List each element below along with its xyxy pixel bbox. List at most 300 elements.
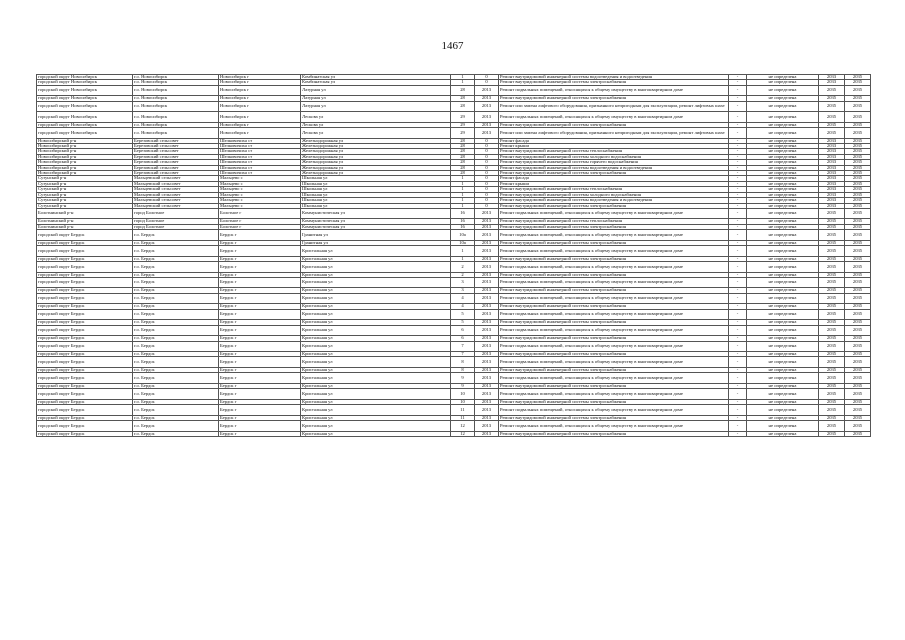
cost-cell: не определена [747,399,819,404]
house-number-cell: 16 [451,219,475,224]
house-number-cell: 28 [451,171,475,176]
cost-cell: не определена [747,256,819,261]
year-start-cell: 2035 [819,352,845,357]
dash-cell: - [729,187,747,192]
dash-cell: - [729,373,747,384]
municipality-cell: Сузунский р-н [37,176,133,181]
locality-cell: Бердск г [219,304,301,309]
year-end-cell: 2035 [845,85,871,96]
settlement-cell: Березовский сельсовет [133,149,219,154]
house-number-cell: 11 [451,415,475,420]
cost-cell: не определена [747,293,819,304]
dash-cell: - [729,352,747,357]
work-type-cell: Ремонт подвальных помещений, относящихся к общему имуществу в многоквартирном доме [499,341,729,352]
year-end-cell: 2035 [845,181,871,186]
municipality-cell: городской округ Бердск [37,320,133,325]
cost-cell: не определена [747,122,819,127]
house-number-cell: 16 [451,224,475,229]
year-start-cell: 2035 [819,320,845,325]
locality-cell: Бердск г [219,373,301,384]
municipality-cell: городской округ Новосибирск [37,75,133,80]
dash-cell: - [729,208,747,219]
year-start-cell: 2035 [819,208,845,219]
dash-cell: - [729,383,747,388]
dash-cell: - [729,198,747,203]
house-number-cell: 1 [451,256,475,261]
repair-schedule-table [36,74,871,437]
year-end-cell: 2035 [845,357,871,368]
house-number-cell: 6 [451,336,475,341]
work-type-cell: Ремонт или замена лифтового оборудования, признанного непригодным для эксплуатации, ремонт лифтовых шахт [499,101,729,112]
municipality-cell: городской округ Новосибирск [37,80,133,85]
house-number-cell: 29 [451,122,475,127]
municipality-cell: городской округ Бердск [37,405,133,416]
municipality-cell: городской округ Новосибирск [37,112,133,123]
work-type-cell: Ремонт внутридомовой инженерной системы электроснабжения [499,272,729,277]
work-type-cell: Ремонт внутридомовой инженерной системы электроснабжения [499,224,729,229]
settlement-cell: г.о. Новосибирск [133,75,219,80]
municipality-cell: Новосибирский р-н [37,171,133,176]
municipality-cell: городской округ Бердск [37,256,133,261]
settlement-cell: город Болотное [133,208,219,219]
year-cell: 2013 [475,112,499,123]
year-cell: 2013 [475,399,499,404]
municipality-cell: городской округ Бердск [37,352,133,357]
municipality-cell: Сузунский р-н [37,181,133,186]
year-start-cell: 2035 [819,96,845,101]
year-end-cell: 2035 [845,373,871,384]
work-type-cell: Ремонт фасада [499,138,729,143]
street-cell: Кристальная ул [301,293,451,304]
cost-cell: не определена [747,389,819,400]
year-end-cell: 2035 [845,112,871,123]
year-cell: 2013 [475,256,499,261]
settlement-cell: г.о. Бердск [133,341,219,352]
house-number-cell: 1 [451,80,475,85]
locality-cell: Новосибирск г [219,101,301,112]
year-start-cell: 2035 [819,240,845,245]
table-row [37,112,871,123]
cost-cell: не определена [747,304,819,309]
year-end-cell: 2035 [845,160,871,165]
dash-cell: - [729,415,747,420]
year-start-cell: 2035 [819,293,845,304]
year-end-cell: 2035 [845,336,871,341]
dash-cell: - [729,389,747,400]
year-start-cell: 2035 [819,309,845,320]
year-end-cell: 2035 [845,262,871,273]
settlement-cell: город Болотное [133,219,219,224]
locality-cell: Мальцево с [219,176,301,181]
municipality-cell: городской округ Бердск [37,367,133,372]
municipality-cell: городской округ Новосибирск [37,101,133,112]
table-row [37,421,871,432]
municipality-cell: городской округ Бердск [37,230,133,241]
municipality-cell: Новосибирский р-н [37,138,133,143]
municipality-cell: Новосибирский р-н [37,154,133,159]
locality-cell: Мальцево с [219,187,301,192]
year-end-cell: 2035 [845,154,871,159]
settlement-cell: Березовский сельсовет [133,144,219,149]
year-start-cell: 2035 [819,272,845,277]
year-end-cell: 2035 [845,405,871,416]
year-start-cell: 2035 [819,262,845,273]
municipality-cell: Новосибирский р-н [37,149,133,154]
work-type-cell: Ремонт внутридомовой инженерной системы электроснабжения [499,383,729,388]
cost-cell: не определена [747,198,819,203]
settlement-cell: г.о. Новосибирск [133,112,219,123]
year-start-cell: 2035 [819,399,845,404]
locality-cell: Мальцево с [219,198,301,203]
street-cell: Железнодорожная ул [301,154,451,159]
locality-cell: Бердск г [219,431,301,436]
street-cell: Кристальная ул [301,325,451,336]
locality-cell: Шелковичиха ст [219,171,301,176]
settlement-cell: г.о. Бердск [133,383,219,388]
street-cell: Коммунистическая ул [301,219,451,224]
table-row [37,262,871,273]
dash-cell: - [729,224,747,229]
settlement-cell: г.о. Новосибирск [133,128,219,139]
work-type-cell: Ремонт подвальных помещений, относящихся к общему имуществу в многоквартирном доме [499,373,729,384]
house-number-cell: 28 [451,138,475,143]
dash-cell: - [729,112,747,123]
settlement-cell: г.о. Бердск [133,309,219,320]
house-number-cell: 1 [451,187,475,192]
year-end-cell: 2035 [845,240,871,245]
year-end-cell: 2035 [845,165,871,170]
table-row [37,246,871,257]
cost-cell: не определена [747,187,819,192]
municipality-cell: городской округ Бердск [37,240,133,245]
street-cell: Кристальная ул [301,421,451,432]
street-cell: Кристальная ул [301,320,451,325]
house-number-cell: 29 [451,128,475,139]
municipality-cell: городской округ Бердск [37,336,133,341]
street-cell: Железнодорожная ул [301,144,451,149]
work-type-cell: Ремонт внутридомовой инженерной системы холодного водоснабжения [499,154,729,159]
year-end-cell: 2035 [845,399,871,404]
municipality-cell: городской округ Бердск [37,262,133,273]
cost-cell: не определена [747,192,819,197]
dash-cell: - [729,230,747,241]
work-type-cell: Ремонт внутридомовой инженерной системы электроснабжения [499,367,729,372]
locality-cell: Новосибирск г [219,85,301,96]
settlement-cell: Мальцевский сельсовет [133,203,219,208]
house-number-cell: 28 [451,165,475,170]
year-start-cell: 2035 [819,367,845,372]
work-type-cell: Ремонт внутридомовой инженерной системы холодного водоснабжения [499,192,729,197]
work-type-cell: Ремонт внутридомовой инженерной системы электроснабжения [499,431,729,436]
cost-cell: не определена [747,309,819,320]
page-number: 1467 [441,40,464,52]
house-number-cell: 3 [451,288,475,293]
settlement-cell: г.о. Новосибирск [133,85,219,96]
work-type-cell: Ремонт подвальных помещений, относящихся к общему имуществу в многоквартирном доме [499,389,729,400]
house-number-cell: 29 [451,112,475,123]
year-start-cell: 2033 [819,203,845,208]
locality-cell: Бердск г [219,256,301,261]
cost-cell: не определена [747,341,819,352]
locality-cell: Бердск г [219,352,301,357]
work-type-cell: Ремонт фасада [499,176,729,181]
street-cell: Кристальная ул [301,277,451,288]
cost-cell: не определена [747,219,819,224]
dash-cell: - [729,80,747,85]
house-number-cell: 1 [451,75,475,80]
year-cell: 2013 [475,288,499,293]
house-number-cell: 5 [451,309,475,320]
cost-cell: не определена [747,203,819,208]
year-end-cell: 2035 [845,421,871,432]
street-cell: Лазурная ул [301,96,451,101]
year-start-cell: 2035 [819,112,845,123]
municipality-cell: городской округ Бердск [37,357,133,368]
locality-cell: Бердск г [219,262,301,273]
year-cell: 0 [475,160,499,165]
year-cell: 2013 [475,240,499,245]
cost-cell: не определена [747,277,819,288]
municipality-cell: городской округ Новосибирск [37,128,133,139]
locality-cell: Новосибирск г [219,128,301,139]
work-type-cell: Ремонт крыши [499,181,729,186]
dash-cell: - [729,262,747,273]
settlement-cell: г.о. Новосибирск [133,80,219,85]
house-number-cell: 11 [451,405,475,416]
locality-cell: Бердск г [219,399,301,404]
table-row [37,309,871,320]
year-cell: 0 [475,154,499,159]
year-start-cell: 2035 [819,230,845,241]
year-start-cell: 2035 [819,341,845,352]
house-number-cell: 1 [451,203,475,208]
cost-cell: не определена [747,246,819,257]
municipality-cell: Сузунский р-н [37,203,133,208]
settlement-cell: Мальцевский сельсовет [133,198,219,203]
year-start-cell: 2033 [819,171,845,176]
locality-cell: Болотное г [219,224,301,229]
work-type-cell: Ремонт внутридомовой инженерной системы теплоснабжения [499,219,729,224]
year-cell: 2013 [475,262,499,273]
street-cell: Железнодорожная ул [301,171,451,176]
locality-cell: Болотное г [219,219,301,224]
dash-cell: - [729,85,747,96]
dash-cell: - [729,304,747,309]
work-type-cell: Ремонт подвальных помещений, относящихся к общему имуществу в многоквартирном доме [499,277,729,288]
year-cell: 2013 [475,405,499,416]
year-end-cell: 2035 [845,288,871,293]
locality-cell: Бердск г [219,367,301,372]
year-end-cell: 2035 [845,320,871,325]
work-type-cell: Ремонт внутридомовой инженерной системы электроснабжения [499,80,729,85]
municipality-cell: городской округ Бердск [37,293,133,304]
house-number-cell: 28 [451,144,475,149]
cost-cell: не определена [747,101,819,112]
municipality-cell: городской округ Бердск [37,288,133,293]
street-cell: Коммунистическая ул [301,224,451,229]
year-cell: 2013 [475,224,499,229]
cost-cell: не определена [747,383,819,388]
settlement-cell: Березовский сельсовет [133,160,219,165]
street-cell: Лескова ул [301,122,451,127]
dash-cell: - [729,336,747,341]
cost-cell: не определена [747,336,819,341]
year-end-cell: 2035 [845,144,871,149]
cost-cell: не определена [747,272,819,277]
year-end-cell: 2035 [845,304,871,309]
work-type-cell: Ремонт внутридомовой инженерной системы теплоснабжения [499,149,729,154]
table-body [37,75,871,437]
street-cell: Лазурная ул [301,101,451,112]
house-number-cell: 1 [451,246,475,257]
municipality-cell: городской округ Бердск [37,415,133,420]
year-start-cell: 2035 [819,101,845,112]
table-row [37,277,871,288]
year-end-cell: 2035 [845,198,871,203]
year-cell: 2013 [475,357,499,368]
dash-cell: - [729,165,747,170]
settlement-cell: г.о. Бердск [133,230,219,241]
house-number-cell: 28 [451,85,475,96]
year-cell: 2013 [475,208,499,219]
house-number-cell: 28 [451,101,475,112]
locality-cell: Бердск г [219,320,301,325]
year-start-cell: 2035 [819,224,845,229]
street-cell: Школьная ул [301,176,451,181]
locality-cell: Новосибирск г [219,96,301,101]
house-number-cell: 12 [451,431,475,436]
work-type-cell: Ремонт внутридомовой инженерной системы теплоснабжения [499,187,729,192]
house-number-cell: 7 [451,341,475,352]
settlement-cell: Березовский сельсовет [133,165,219,170]
cost-cell: не определена [747,262,819,273]
year-start-cell: 2035 [819,336,845,341]
municipality-cell: городской округ Бердск [37,277,133,288]
street-cell: Школьная ул [301,198,451,203]
street-cell: Лескова ул [301,112,451,123]
work-type-cell: Ремонт подвальных помещений, относящихся к общему имуществу в многоквартирном доме [499,262,729,273]
cost-cell: не определена [747,240,819,245]
locality-cell: Мальцево с [219,203,301,208]
work-type-cell: Ремонт подвальных помещений, относящихся к общему имуществу в многоквартирном доме [499,309,729,320]
year-start-cell: 2035 [819,431,845,436]
work-type-cell: Ремонт подвальных помещений, относящихся к общему имуществу в многоквартирном доме [499,246,729,257]
street-cell: Железнодорожная ул [301,138,451,143]
street-cell: Кристальная ул [301,405,451,416]
municipality-cell: городской округ Бердск [37,399,133,404]
year-cell: 0 [475,138,499,143]
year-start-cell: 2033 [819,181,845,186]
year-cell: 2013 [475,367,499,372]
settlement-cell: г.о. Новосибирск [133,96,219,101]
municipality-cell: Сузунский р-н [37,187,133,192]
year-end-cell: 2035 [845,219,871,224]
dash-cell: - [729,192,747,197]
settlement-cell: Мальцевский сельсовет [133,181,219,186]
locality-cell: Бердск г [219,240,301,245]
year-end-cell: 2035 [845,96,871,101]
work-type-cell: Ремонт внутридомовой инженерной системы электроснабжения [499,96,729,101]
work-type-cell: Ремонт или замена лифтового оборудования, признанного непригодным для эксплуатации, ремонт лифтовых шахт [499,128,729,139]
locality-cell: Болотное г [219,208,301,219]
municipality-cell: Болотнинский р-н [37,219,133,224]
work-type-cell: Ремонт внутридомовой инженерной системы электроснабжения [499,399,729,404]
dash-cell: - [729,160,747,165]
year-end-cell: 2035 [845,367,871,372]
house-number-cell: 4 [451,304,475,309]
year-end-cell: 2035 [845,383,871,388]
year-start-cell: 2035 [819,277,845,288]
year-cell: 2013 [475,325,499,336]
year-start-cell: 2033 [819,144,845,149]
year-start-cell: 2035 [819,357,845,368]
house-number-cell: 6 [451,325,475,336]
locality-cell: Новосибирск г [219,75,301,80]
cost-cell: не определена [747,75,819,80]
street-cell: Кристальная ул [301,288,451,293]
cost-cell: не определена [747,352,819,357]
locality-cell: Бердск г [219,246,301,257]
year-start-cell: 2035 [819,325,845,336]
table-row [37,293,871,304]
municipality-cell: городской округ Бердск [37,421,133,432]
table-row [37,101,871,112]
settlement-cell: город Болотное [133,224,219,229]
year-start-cell: 2033 [819,187,845,192]
house-number-cell: 5 [451,320,475,325]
municipality-cell: Сузунский р-н [37,192,133,197]
year-end-cell: 2035 [845,75,871,80]
year-cell: 2013 [475,122,499,127]
year-cell: 0 [475,171,499,176]
year-start-cell: 2035 [819,415,845,420]
cost-cell: не определена [747,181,819,186]
year-cell: 0 [475,144,499,149]
settlement-cell: г.о. Бердск [133,367,219,372]
dash-cell: - [729,246,747,257]
settlement-cell: г.о. Бердск [133,272,219,277]
dash-cell: - [729,431,747,436]
year-cell: 0 [475,187,499,192]
street-cell: Железнодорожная ул [301,160,451,165]
year-end-cell: 2035 [845,415,871,420]
municipality-cell: городской округ Бердск [37,325,133,336]
year-cell: 0 [475,75,499,80]
dash-cell: - [729,357,747,368]
municipality-cell: Новосибирский р-н [37,165,133,170]
table-row [37,389,871,400]
dash-cell: - [729,240,747,245]
locality-cell: Мальцево с [219,192,301,197]
municipality-cell: городской округ Бердск [37,304,133,309]
street-cell: Кристальная ул [301,256,451,261]
work-type-cell: Ремонт внутридомовой инженерной системы электроснабжения [499,203,729,208]
locality-cell: Бердск г [219,293,301,304]
settlement-cell: г.о. Бердск [133,405,219,416]
dash-cell: - [729,144,747,149]
cost-cell: не определена [747,230,819,241]
year-end-cell: 2035 [845,203,871,208]
municipality-cell: городской округ Бердск [37,383,133,388]
dash-cell: - [729,399,747,404]
locality-cell: Бердск г [219,325,301,336]
year-start-cell: 2035 [819,389,845,400]
locality-cell: Бердск г [219,277,301,288]
year-start-cell: 2033 [819,138,845,143]
dash-cell: - [729,138,747,143]
municipality-cell: Новосибирский р-н [37,160,133,165]
settlement-cell: г.о. Бердск [133,325,219,336]
